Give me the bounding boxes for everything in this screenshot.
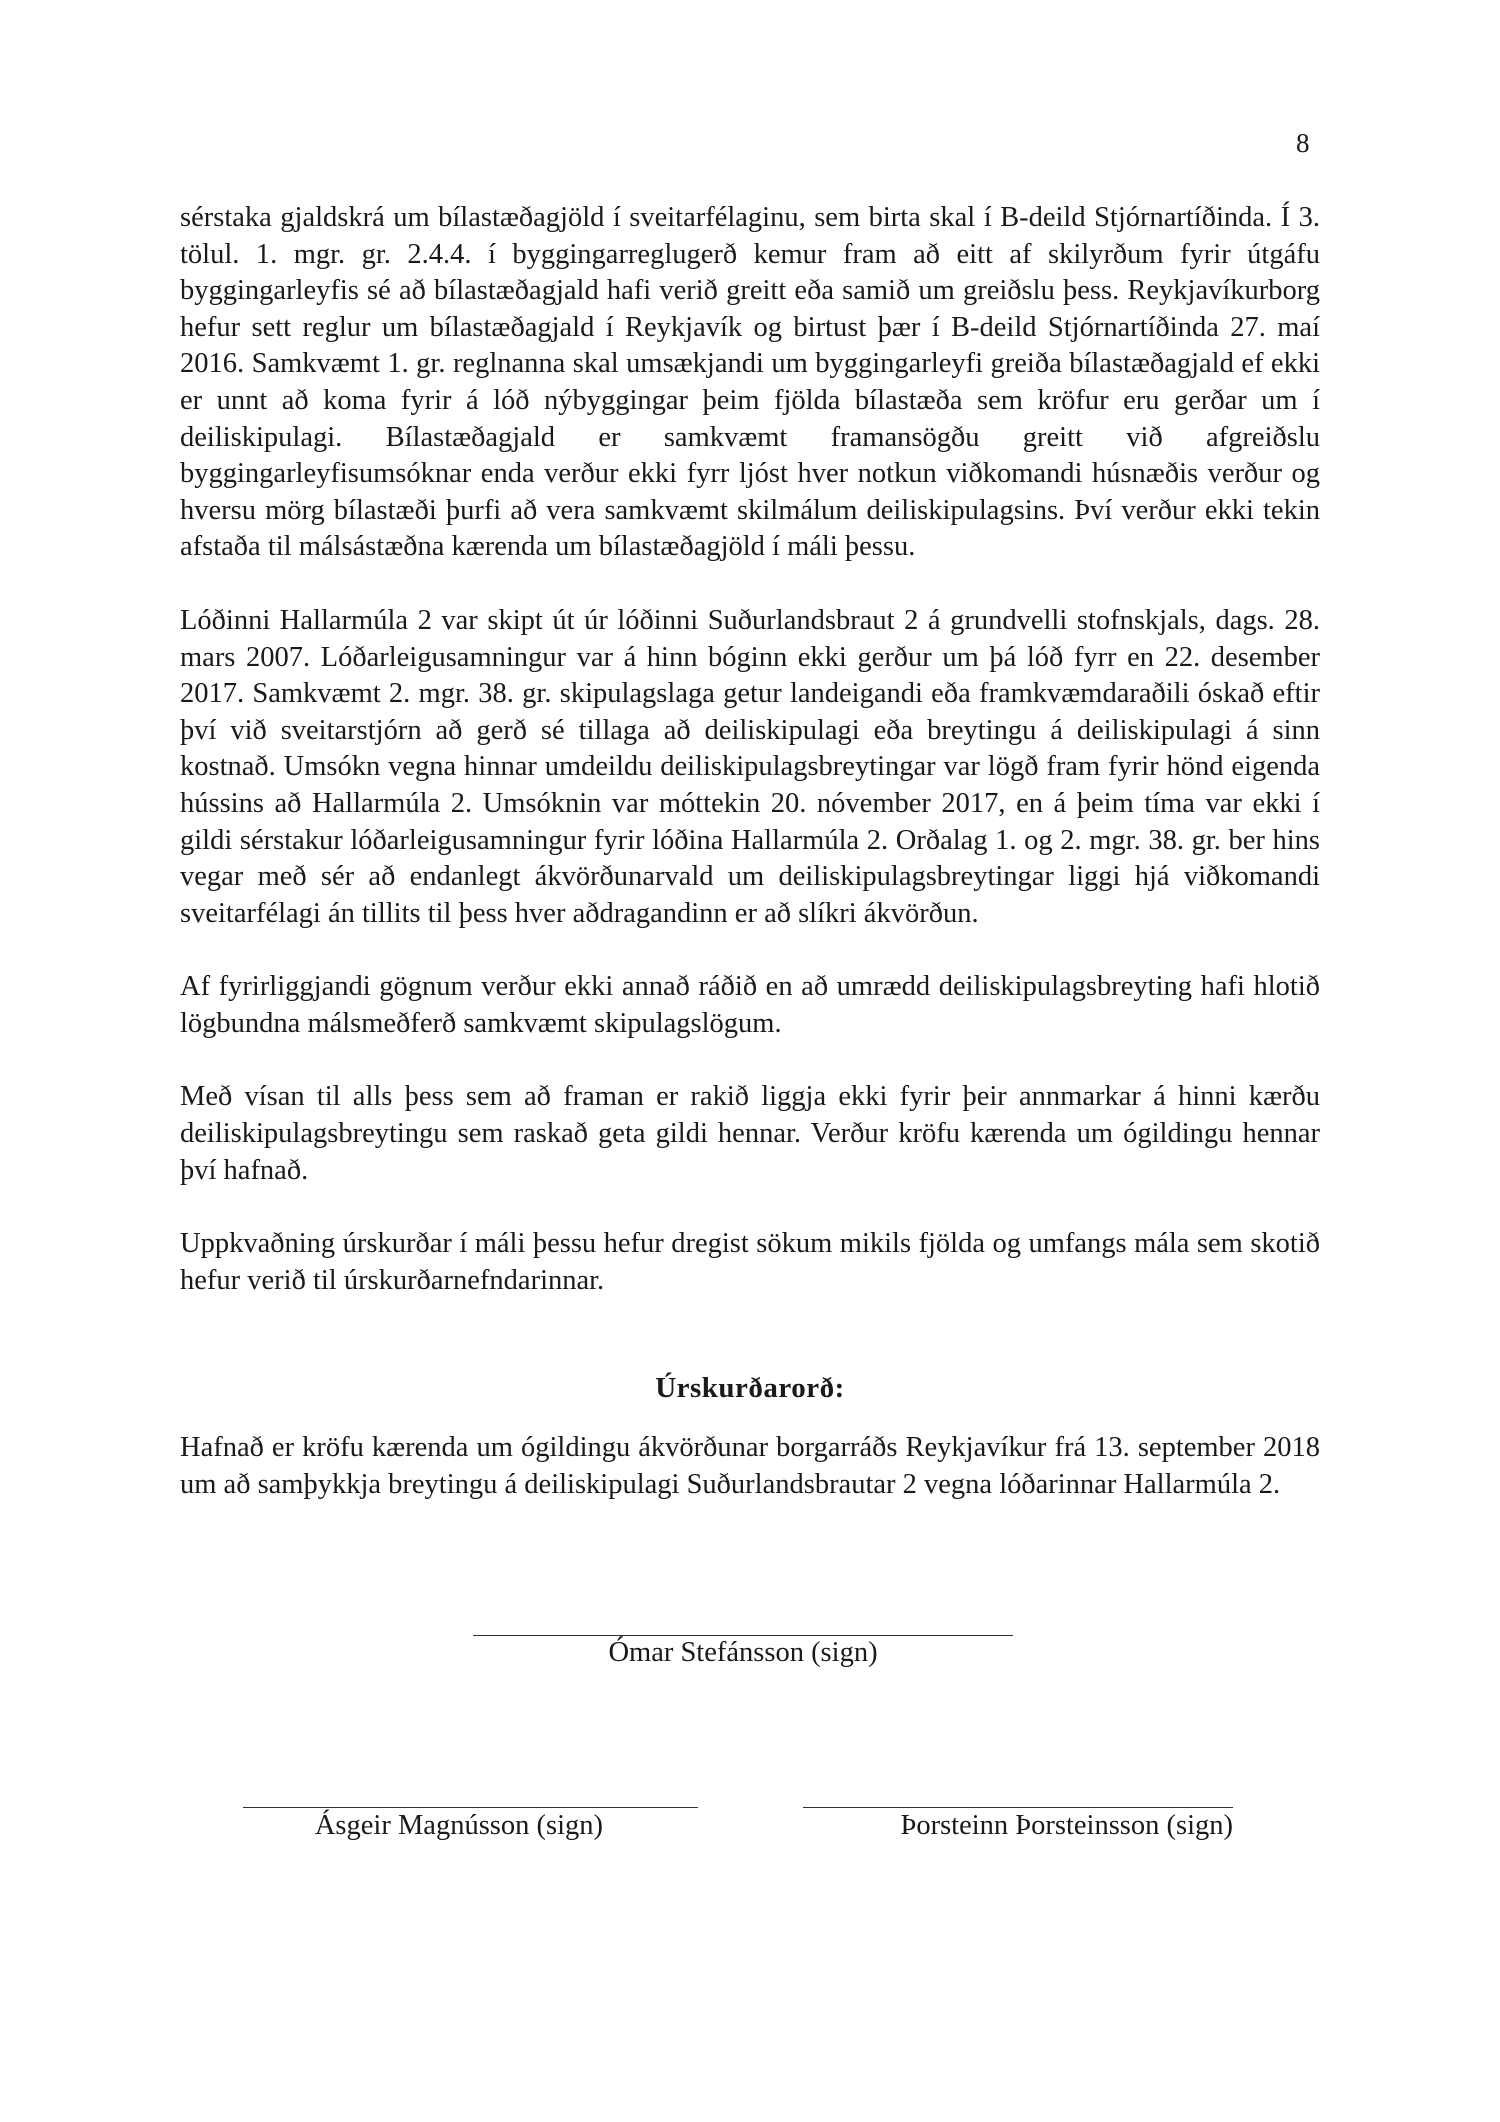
ruling-heading: Úrskurðarorð:	[655, 1372, 845, 1404]
paragraph-delay: Uppkvaðning úrskurðar í máli þessu hefur dregist sökum mikils fjölda og umfangs mála sem skotið hefur verið til úrskurðarnefndarinnar.	[180, 1228, 1320, 1296]
paragraph-lot-lease: Lóðinni Hallarmúla 2 var skipt út úr lóðinni Suðurlandsbraut 2 á grundvelli stofnskjals, dags. 28. mars 2007. Lóðarleigusamningur var á hinn bóginn ekki gerður um þá lóð fyrr en 22. desember 2017. Samkvæmt 2. mgr. 38. gr. skipulagslaga getur landeigandi eða framkvæmdaraðili óskað eftir því við sveitarstjórn að gerð sé tillaga að deiliskipulagi eða breytingu á deiliskipulagi á sinn kostnað. Umsókn vegna hinnar umdeildu deiliskipulagsbreytingar var lögð fram fyrir hönd eigenda hússins að Hallarmúla 2. Umsóknin var móttekin 20. nóvember 2017, en á þeim tíma var ekki í gildi sérstakur lóðarleigusamningur fyrir lóðina Hallarmúla 2. Orðalag 1. og 2. mgr. 38. gr. ber hins vegar með sér að endanlegt ákvörðunarvald um deiliskipulagsbreytingar liggi hjá viðkomandi sveitarfélagi án tillits til þess hver aðdragandinn er að slíkri ákvörðun.	[180, 604, 1320, 929]
signature-line	[243, 1807, 698, 1808]
signature-line	[473, 1635, 1013, 1636]
signature-name: Ómar Stefánsson (sign)	[608, 1637, 878, 1668]
paragraph-parking-fees: sérstaka gjaldskrá um bílastæðagjöld í sveitarfélaginu, sem birta skal í B-deild Stjórnartíðinda. Í 3. tölul. 1. mgr. gr. 2.4.4. í byggingarreglugerð kemur fram að eitt af skilyrðum fyrir útgáfu byggingarleyfis sé að bílastæðagjald hafi verið greitt eða samið um greiðslu þess. Reykjavíkurborg hefur sett reglur um bílastæðagjald í Reykjavík og birtust þær í B-deild Stjórnartíðinda 27. maí 2016. Samkvæmt 1. gr. reglnanna skal umsækjandi um byggingarleyfi greiða bílastæðagjald ef ekki er unnt að koma fyrir á lóð nýbyggingar þeim fjölda bílastæða sem kröfur eru gerðar um í deiliskipulagi. Bílastæðagjald er samkvæmt framansögðu greitt við afgreiðslu byggingarleyfisumsóknar enda verður ekki fyrr ljóst hver notkun viðkomandi húsnæðis verður og hversu mörg bílastæði þurfi að vera samkvæmt skilmálum deiliskipulagsins. Því verður ekki tekin afstaða til málsástæðna kærenda um bílastæðagjöld í máli þessu.	[180, 202, 1320, 563]
paragraph-conclusion: Með vísan til alls þess sem að framan er rakið liggja ekki fyrir þeir annmarkar á hinni kærðu deiliskipulagsbreytingu sem raskað geta gildi hennar. Verður kröfu kærenda um ógildingu hennar því hafnað.	[180, 1081, 1320, 1186]
signature-name: Ásgeir Magnússon (sign)	[314, 1810, 603, 1841]
paragraph-procedure: Af fyrirliggjandi gögnum verður ekki annað ráðið en að umrædd deiliskipulagsbreyting hafi hlotið lögbundna málsmeðferð samkvæmt skipulagslögum.	[180, 971, 1320, 1039]
ruling-text: Hafnað er kröfu kærenda um ógildingu ákvörðunar borgarráðs Reykjavíkur frá 13. september 2018 um að samþykkja breytingu á deiliskipulagi Suðurlandsbrautar 2 vegna lóðarinnar Hallarmúla 2.	[180, 1432, 1320, 1500]
signature-line	[803, 1807, 1233, 1808]
signature-name: Þorsteinn Þorsteinsson (sign)	[900, 1810, 1233, 1841]
page-number: 8	[1296, 128, 1310, 158]
document-body	[180, 200, 1320, 1299]
